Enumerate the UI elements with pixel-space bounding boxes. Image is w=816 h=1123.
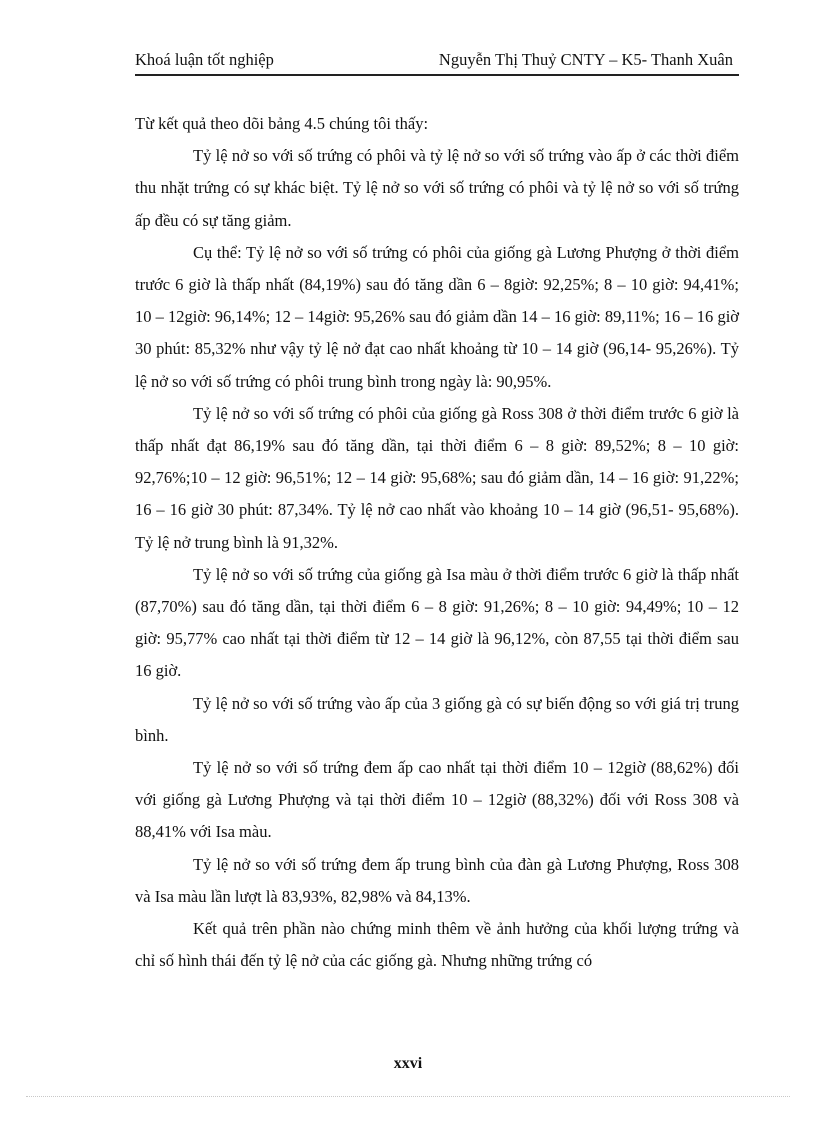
paragraph: Kết quả trên phần nào chứng minh thêm về ảnh hưởng của khối lượng trứng và chỉ số hình thái đến tỷ lệ nở của các giống gà. Nhưng những trứng có — [135, 919, 739, 971]
paragraph: Tỷ lệ nở so với số trứng có phôi của giống gà Ross 308 ở thời điểm trước 6 giờ là thấp nhất đạt 86,19% sau đó tăng dần, tại thời điểm 6 – 8 giờ: 89,52%; 8 – 10 giờ: 92,76%;10 – 12 giờ: 96,51%; 12 – 14 giờ: 95,68%; sau đó giảm dần, 14 – 16 giờ: 91,22%; 16 – 16 giờ 30 phút: 87,34%. Tỷ lệ nở cao nhất vào khoảng 10 – 14 giờ (96,51- 95,68%). Tỷ lệ nở trung bình là 91,32%. — [135, 403, 739, 552]
paragraph: Tỷ lệ nở so với số trứng có phôi và tỷ lệ nở so với số trứng vào ấp ở các thời điểm thu nhặt trứng có sự khác biệt. Tỷ lệ nở so với số trứng có phôi và tỷ lệ nở so với số trứng ấp đều có sự tăng giảm. — [135, 146, 739, 230]
paragraph: Cụ thể: Tỷ lệ nở so với số trứng có phôi của giống gà Lương Phượng ở thời điểm trước 6 giờ là thấp nhất (84,19%) sau đó tăng dần 6 – 8giờ: 92,25%; 8 – 10 giờ: 94,41%; 10 – 12giờ: 96,14%; 12 – 14giờ: 95,26% sau đó giảm dần 14 – 16 giờ: 89,11%; 16 – 16 giờ 30 phút: 85,32% như vậy tỷ lệ nở đạt cao nhất khoảng từ 10 – 14 giờ (96,14- 95,26%). Tỷ lệ nở so với số trứng có phôi trung bình trong ngày là: 90,95%. — [135, 242, 739, 391]
paragraph: Tỷ lệ nở so với số trứng vào ấp của 3 giống gà có sự biến động so với giá trị trung bình. — [135, 693, 739, 745]
paragraph: Tỷ lệ nở so với số trứng của giống gà Isa màu ở thời điểm trước 6 giờ là thấp nhất (87,70%) sau đó tăng dần, tại thời điểm 6 – 8 giờ: 91,26%; 8 – 10 giờ: 94,49%; 10 – 12 giờ: 95,77% cao nhất tại thời điểm từ 12 – 14 giờ là 96,12%, còn 87,55 tại thời điểm sau 16 giờ. — [135, 564, 739, 681]
page-header — [135, 48, 739, 76]
page-bottom-divider — [26, 1096, 790, 1097]
header-author: Nguyễn Thị Thuỷ CNTY – K5- Thanh Xuân — [438, 50, 733, 69]
page-number: xxvi — [393, 1055, 423, 1072]
paragraph: Tỷ lệ nở so với số trứng đem ấp cao nhất tại thời điểm 10 – 12giờ (88,62%) đối với giống gà Lương Phượng và tại thời điểm 10 – 12giờ (88,32%) đối với Ross 308 và 88,41% với Isa màu. — [135, 758, 739, 842]
header-thesis-title: Khoá luận tốt nghiệp — [135, 50, 274, 69]
paragraph: Tỷ lệ nở so với số trứng đem ấp trung bình của đàn gà Lương Phượng, Ross 308 và Isa màu lần lượt là 83,93%, 82,98% và 84,13%. — [135, 854, 739, 906]
intro-paragraph: Từ kết quả theo dõi bảng 4.5 chúng tôi thấy: — [135, 114, 429, 133]
document-body — [135, 108, 739, 977]
